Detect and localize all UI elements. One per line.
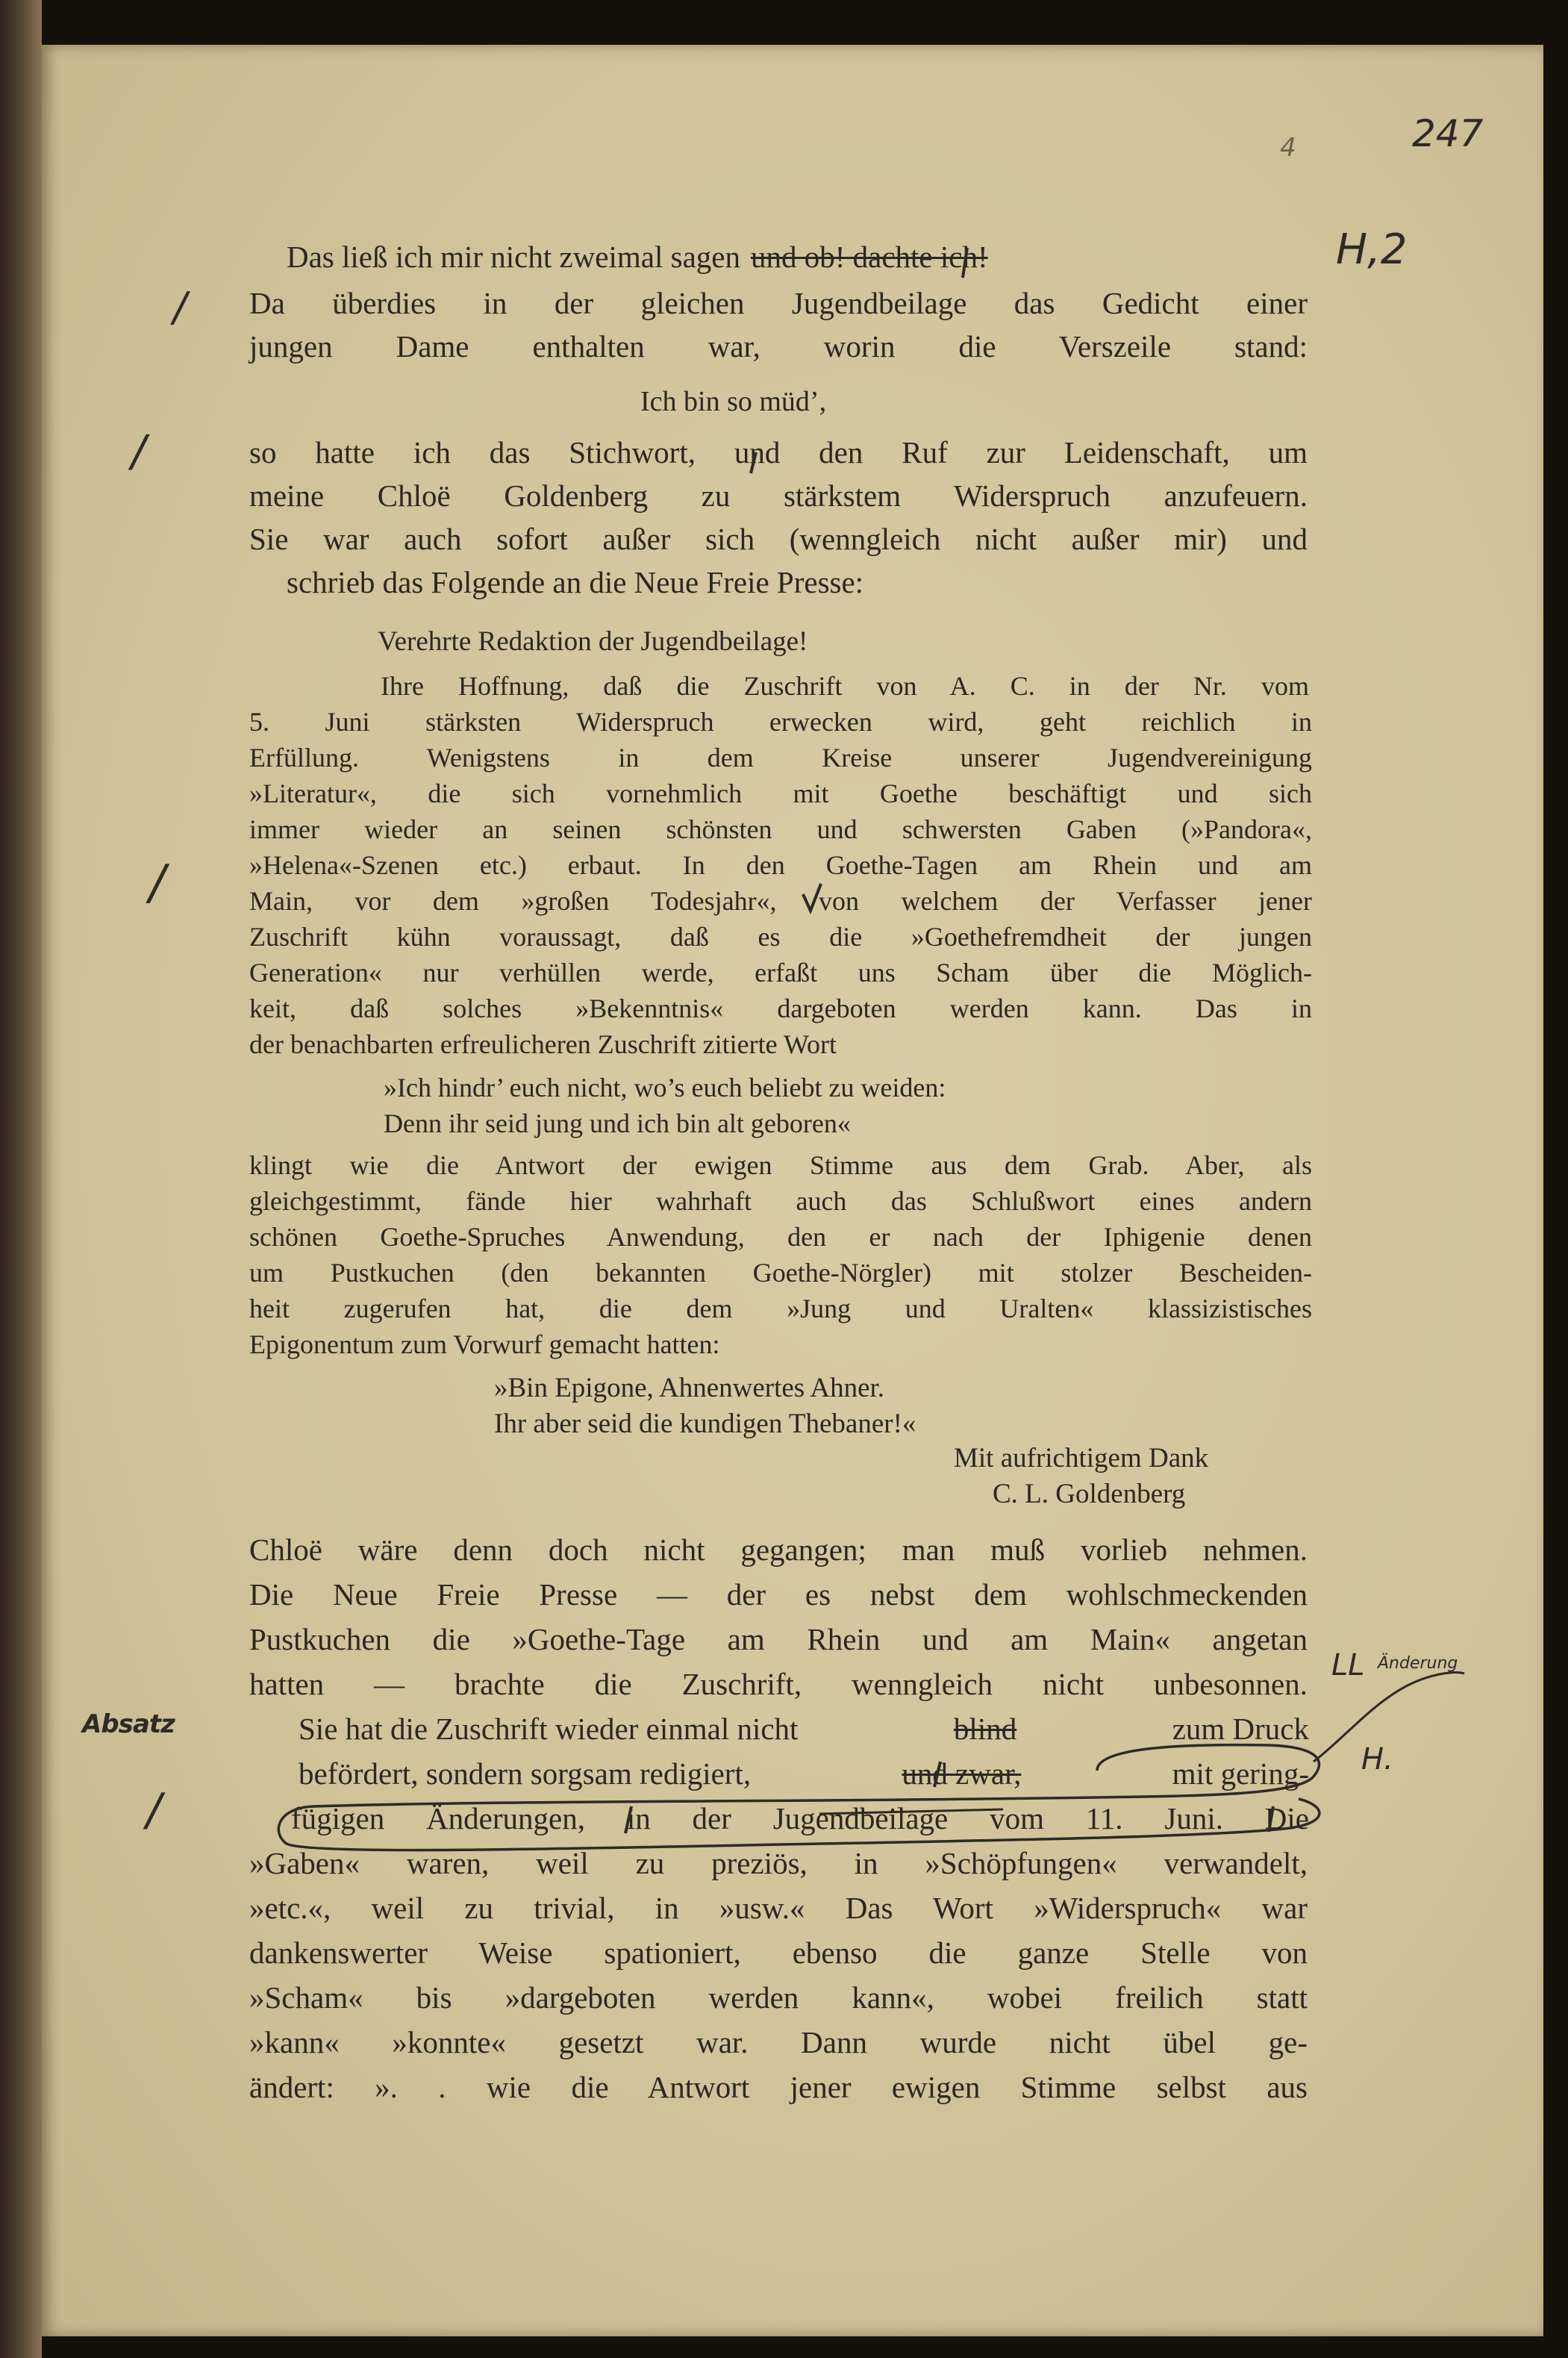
letter-line: Main, vor dem »großen Todesjahr«, von welchem der Verfasser jener: [249, 886, 1312, 916]
margin-note-ll: LL: [1331, 1648, 1365, 1682]
struck-word: blind: [953, 1712, 1017, 1746]
para3-line: ändert: ». . wie die Antwort jener ewigen Stimme selbst aus: [249, 2070, 1308, 2104]
letter-closing: Mit aufrichtigem Dank: [954, 1443, 1209, 1473]
margin-note-3: /: [149, 855, 166, 911]
letter-verse2-line1: »Bin Epigone, Ahnenwertes Ahner.: [494, 1373, 885, 1403]
para3-line: Die Neue Freie Presse — der es nebst dem wohlschmeckenden: [249, 1577, 1308, 1612]
letter-line: immer wieder an seinen schönsten und schwersten Gaben (»Pandora«,: [249, 814, 1312, 844]
para3-line: Pustkuchen die »Goethe-Tage am Rhein und am Main« angetan: [249, 1622, 1308, 1656]
para3-line: hatten — brachte die Zuschrift, wenngleich nicht unbesonnen.: [249, 1667, 1308, 1701]
page-mark-top: 4: [1280, 133, 1296, 163]
struck-phrase: und zwar,: [902, 1756, 1022, 1791]
letter-line2: heit zugerufen hat, die dem »Jung und Uralten« klassizistisches: [249, 1294, 1312, 1323]
margin-note-h: H.: [1361, 1742, 1393, 1777]
para1-line2: Da überdies in der gleichen Jugendbeilage das Gedicht einer: [249, 286, 1308, 320]
para3-line: »kann« »konnte« gesetzt war. Dann wurde nicht übel ge-: [249, 2025, 1308, 2059]
letter-line: »Helena«-Szenen etc.) erbaut. In den Goethe-Tagen am Rhein und am: [249, 850, 1312, 880]
edit-caret: [751, 452, 756, 473]
letter-signature: C. L. Goldenberg: [993, 1479, 1186, 1509]
letter-line: Erfüllung. Wenigstens in dem Kreise unserer Jugendvereinigung: [249, 743, 1312, 773]
edit-caret: [934, 1762, 940, 1787]
letter-verse1-line1: »Ich hindr’ euch nicht, wo’s euch beliebt zu weiden:: [384, 1073, 946, 1102]
para2-line1: so hatte ich das Stichwort, und den Ruf zur Leidenschaft, um: [249, 435, 1308, 470]
para3-line: dankenswerter Weise spationiert, ebenso die ganze Stelle von: [249, 1936, 1308, 1970]
page-number: 247: [1412, 112, 1484, 155]
edit-enclosure: [278, 1745, 1319, 1850]
margin-note-2: /: [131, 425, 146, 476]
para1-line3: jungen Dame enthalten war, worin die Verszeile stand:: [249, 329, 1308, 364]
margin-note-4: /: [146, 1784, 162, 1836]
para3-line: »Gaben« waren, weil zu preziös, in »Schöpfungen« verwandelt,: [249, 1846, 1308, 1880]
para3-line: »etc.«, weil zu trivial, in »usw.« Das Wort »Widerspruch« war: [249, 1891, 1308, 1925]
para2-line2: meine Chloë Goldenberg zu stärkstem Widerspruch anzufeuern.: [249, 478, 1308, 513]
margin-note-1: /: [173, 284, 187, 331]
letter-line: »Literatur«, die sich vornehmlich mit Goethe beschäftigt und sich: [249, 779, 1312, 808]
letter-line2: schönen Goethe-Spruches Anwendung, den er nach der Iphigenie denen: [249, 1222, 1312, 1252]
edit-connector: [1314, 1673, 1464, 1762]
letter-line2: um Pustkuchen (den bekannten Goethe-Nörgler) mit stolzer Bescheiden-: [249, 1258, 1312, 1288]
letter-line2: gleichgestimmt, fände hier wahrhaft auch das Schlußwort eines andern: [249, 1186, 1312, 1216]
para1-line1: Das ließ ich mir nicht zweimal sagen und ob! dachte ich!: [287, 240, 988, 274]
edit-check: [803, 884, 821, 911]
edit-caret: [625, 1806, 631, 1833]
letter-verse1-line2: Denn ihr seid jung und ich bin alt geboren«: [384, 1108, 851, 1138]
edit-caret: [963, 248, 967, 278]
para3-line: Chloë wäre denn doch nicht gegangen; man muß vorlieb nehmen.: [249, 1532, 1308, 1567]
letter-line2: klingt wie die Antwort der ewigen Stimme aus dem Grab. Aber, als: [249, 1150, 1312, 1180]
margin-note-absatz: Absatz: [82, 1709, 175, 1739]
edit-strike: [819, 1809, 1003, 1814]
para3-line6: befördert, sondern sorgsam redigiert, und zwar, mit gering-: [299, 1756, 1309, 1791]
letter-line: Zuschrift kühn voraussagt, daß es die »Goethefremdheit der jungen: [249, 922, 1312, 952]
para2-line3: Sie war auch sofort außer sich (wenngleich nicht außer mir) und: [249, 522, 1308, 556]
letter-line: Generation« nur verhüllen werde, erfaßt uns Scham über die Möglich-: [249, 958, 1312, 988]
letter-line2: Epigonentum zum Vorwurf gemacht hatten:: [249, 1329, 720, 1359]
margin-note-aenderung: Änderung: [1378, 1654, 1458, 1673]
para3-line: »Scham« bis »dargeboten werden kann«, wobei freilich statt: [249, 1980, 1308, 2015]
margin-note-h2: H,2: [1336, 225, 1408, 274]
letter-salutation: Verehrte Redaktion der Jugendbeilage!: [378, 626, 808, 657]
para3-line5: Sie hat die Zuschrift wieder einmal nicht blind zum Druck: [299, 1712, 1309, 1746]
para3-line7: fügigen Änderungen, in der Jugendbeilage vom 11. Juni. Die: [291, 1801, 1309, 1835]
letter-line: der benachbarten erfreulicheren Zuschrift zitierte Wort: [249, 1029, 837, 1059]
letter-line: 5. Juni stärksten Widerspruch erwecken wird, geht reichlich in: [249, 707, 1312, 737]
quote-line: Ich bin so müd’,: [640, 386, 827, 417]
letter-line: keit, daß solches »Bekenntnis« dargeboten werden kann. Das in: [249, 994, 1312, 1023]
letter-line: Ihre Hoffnung, daß die Zuschrift von A. C. in der Nr. vom: [381, 671, 1309, 701]
para2-line4: schrieb das Folgende an die Neue Freie Presse:: [287, 565, 864, 599]
letter-verse2-line2: Ihr aber seid die kundigen Thebaner!«: [494, 1409, 916, 1439]
edit-caret: [1269, 1806, 1273, 1832]
